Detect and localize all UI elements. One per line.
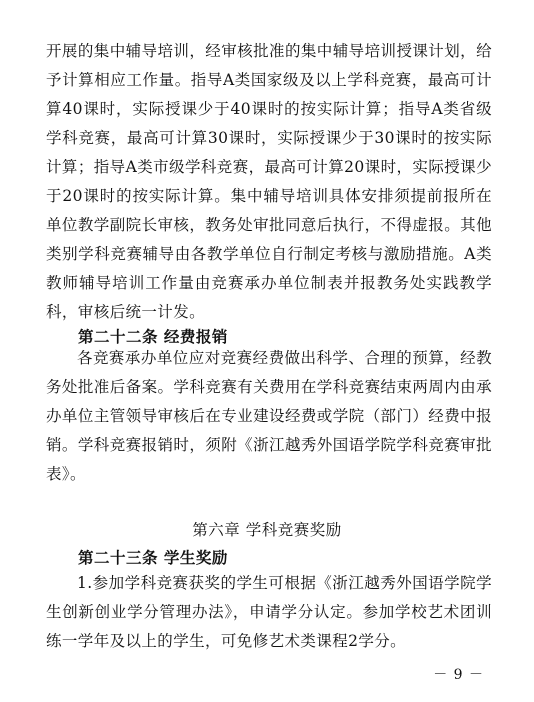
continuation-paragraph: 开展的集中辅导培训，经审核批准的集中辅导培训授课计划，给予计算相应工作量。指导A类国家级及以上学科竞赛，最高可计算40课时，实际授课少于40课时的按实际计算；指导A类省级学科竞赛，最高可计算30课时，实际授课少于30课时的按实际计算；指导A类市级学科竞赛，最高可计算20课时，实际授课少于20课时的按实际计算。集中辅导培训具体安排须提前报所在单位教学副院长审核，教务处审批同意后执行，不得虚报。其他类别学科竞赛辅导由各教学单位自行制定考核与激励措施。A类教师辅导培训工作量由竞赛承办单位制表并报教务处实践教学科，审核后统一计发。 (46, 42, 492, 321)
page-number: － 9 － (433, 667, 484, 683)
article-22-body: 各竞赛承办单位应对竞赛经费做出科学、合理的预算，经教务处批准后备案。学科竞赛有关费用在学科竞赛结束两周内由承办单位主管领导审核后在专业建设经费或学院（部门）经费中报销。学科竞赛报销时，须附《浙江越秀外国语学院学科竞赛审批表》。 (46, 349, 492, 483)
chapter-6-heading: 第六章 学科竞赛奖励 (192, 521, 342, 539)
article-23-heading: 第二十三条 学生奖励 (78, 549, 228, 567)
article-22-heading: 第二十二条 经费报销 (78, 328, 228, 346)
article-23-item-1: 1.参加学科竞赛获奖的学生可根据《浙江越秀外国语学院学生创新创业学分管理办法》，申请学分认定。参加学校艺术团训练一学年及以上的学生，可免修艺术类课程2学分。 (46, 574, 492, 650)
